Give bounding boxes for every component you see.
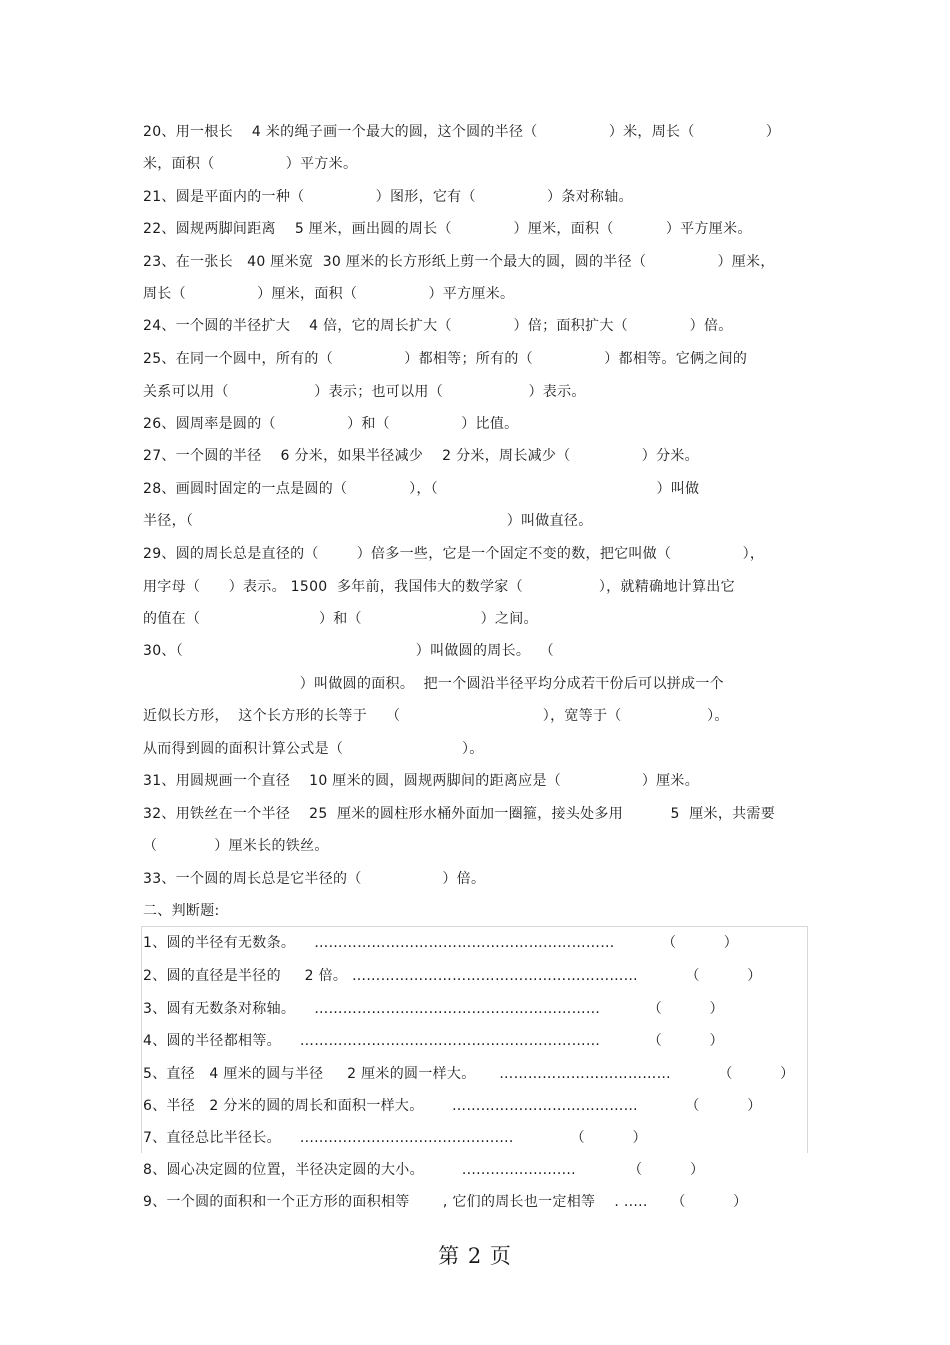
question-line: 周长（ ）厘米，面积（ ）平方厘米。	[143, 286, 515, 302]
judgment-item: 7、直径总比半径长。 ............................................. （ ）	[143, 1130, 647, 1146]
question-line: 半径，（ ）叫做直径。	[143, 513, 593, 529]
question-line: 关系可以用（ ）表示；也可以用（ ）表示。	[143, 384, 586, 400]
judgment-item: 9、一个圆的面积和一个正方形的面积相等 , 它们的周长也一定相等 . ..... （ ）	[143, 1194, 748, 1210]
question-line: 21、圆是平面内的一种（ ）图形，它有（ ）条对称轴。	[143, 189, 633, 205]
question-line: 27、一个圆的半径 6 分米，如果半径减少 2 分米，周长减少（ ）分米。	[143, 448, 699, 464]
question-line: ）叫做圆的面积。 把一个圆沿半径平均分成若干份后可以拼成一个	[143, 676, 724, 692]
question-line: 33、一个圆的周长总是它半径的（ ）倍。	[143, 871, 486, 887]
question-line: 26、圆周率是圆的（ ）和（ ）比值。	[143, 416, 519, 432]
question-line: 30、（ ）叫做圆的周长。 （	[143, 643, 554, 659]
question-line: 20、用一根长 4 米的绳子画一个最大的圆，这个圆的半径（ ）米，周长（ ）	[143, 124, 781, 140]
judgment-item: 3、圆有无数条对称轴。 …………………………………………………… （ ）	[143, 1001, 724, 1017]
judgment-item: 5、直径 4 厘米的圆与半径 2 厘米的圆一样大。 ……………………………… （ ）	[143, 1066, 795, 1082]
question-line: 24、一个圆的半径扩大 4 倍，它的周长扩大（ ）倍；面积扩大（ ）倍。	[143, 318, 733, 334]
judgment-item: 6、半径 2 分米的圆的周长和面积一样大。 ………………………………… （ ）	[143, 1098, 762, 1114]
judgment-item: 8、圆心决定圆的位置，半径决定圆的大小。 ........................ （ ）	[143, 1162, 705, 1178]
question-line: 32、用铁丝在一个半径 25 厘米的圆柱形水桶外面加一圈箍，接头处多用 5 厘米，共需要	[143, 806, 776, 822]
question-line: 23、在一张长 40 厘米宽 30 厘米的长方形纸上剪一个最大的圆，圆的半径（ ）厘米，	[143, 254, 775, 270]
judgment-item: 1、圆的半径有无数条。 ……………………………………………………… （ ）	[143, 935, 739, 951]
page-number: 第 2 页	[438, 1244, 512, 1268]
judgment-item: 4、圆的半径都相等。 ……………………………………………………… （ ）	[143, 1033, 724, 1049]
question-line: 米，面积（ ）平方米。	[143, 156, 358, 172]
question-line: 近似长方形， 这个长方形的长等于 （ ），宽等于（ ）。	[143, 708, 729, 724]
question-line: 25、在同一个圆中，所有的（ ）都相等；所有的（ ）都相等。它俩之间的	[143, 351, 748, 367]
question-line: （ ）厘米长的铁丝。	[143, 838, 329, 854]
question-line: 29、圆的周长总是直径的（ ）倍多一些，它是一个固定不变的数，把它叫做（ ），	[143, 546, 765, 562]
section-title: 二、判断题:	[143, 903, 220, 919]
question-line: 从而得到圆的面积计算公式是（ ）。	[143, 741, 484, 757]
question-line: 用字母（ ）表示。 1500 多年前，我国伟大的数学家（ ），就精确地计算出它	[143, 579, 735, 595]
question-line: 28、画圆时固定的一点是圆的（ ），（ ）叫做	[143, 481, 700, 497]
question-line: 31、用圆规画一个直径 10 厘米的圆，圆规两脚间的距离应是（ ）厘米。	[143, 773, 700, 789]
question-line: 22、圆规两脚间距离 5 厘米，画出圆的周长（ ）厘米，面积（ ）平方厘米。	[143, 221, 752, 237]
question-line: 的值在（ ）和（ ）之间。	[143, 611, 538, 627]
judgment-item: 2、圆的直径是半径的 2 倍。 …………………………………………………… （ ）	[143, 968, 762, 984]
